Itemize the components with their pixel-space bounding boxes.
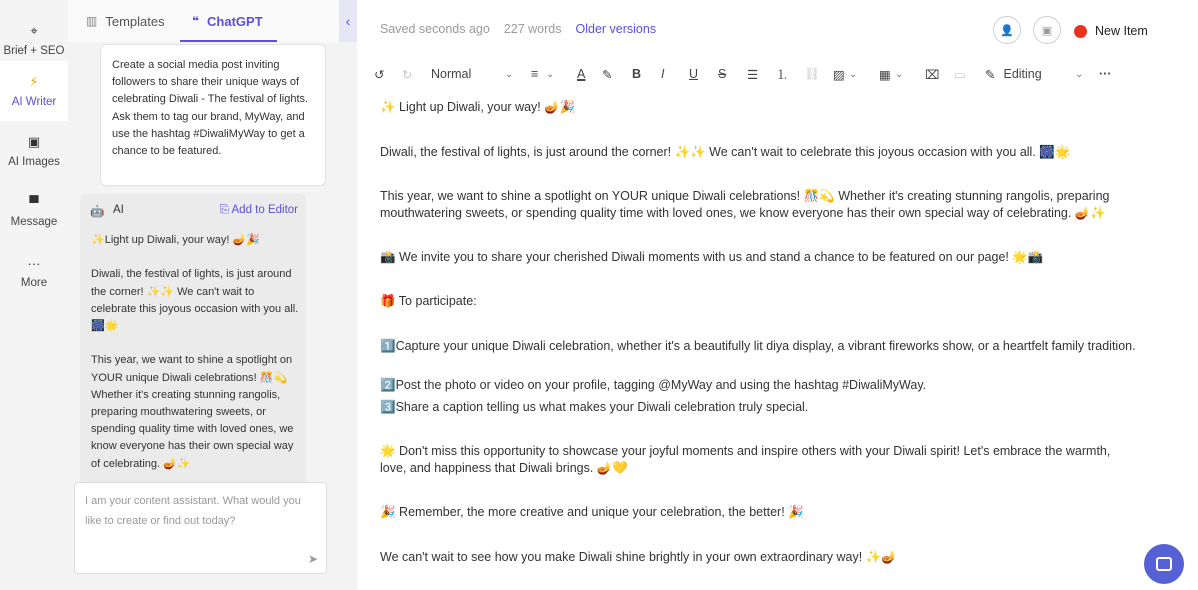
user-prompt-message: Create a social media post inviting followers to share their unique ways of celebrating Diwali - The festival of lights. Ask them to tag our brand, MyWay, and use the hashtag #DiwaliMyWay to get a chance to be featured. bbox=[100, 44, 326, 186]
templates-icon: ▥ bbox=[86, 14, 98, 28]
left-rail bbox=[0, 0, 68, 590]
highlight-button[interactable]: ✎ bbox=[602, 67, 613, 82]
status-selector[interactable] bbox=[1074, 22, 1148, 40]
table-button[interactable]: ▦ bbox=[879, 67, 891, 82]
document-paragraph: ✨ Light up Diwali, your way! 🪔🎉 bbox=[380, 100, 576, 114]
document-paragraph: Diwali, the festival of lights, is just around the corner! ✨✨ We can't wait to celebrate this joyous occasion with you all. 🎆🌟 bbox=[380, 145, 1071, 159]
document-paragraph: 🎁 To participate: bbox=[380, 294, 477, 308]
word-count: 227 words bbox=[503, 22, 562, 36]
panel-tabs bbox=[68, 0, 357, 42]
italic-button[interactable]: I bbox=[661, 67, 665, 81]
align-button[interactable]: ≡ bbox=[531, 67, 539, 81]
calendar-icon: ▣ bbox=[1041, 24, 1053, 37]
status-dot bbox=[1074, 25, 1087, 38]
document-editor bbox=[357, 0, 1198, 590]
chevron-left-icon: ‹ bbox=[345, 13, 351, 29]
bold-button[interactable]: B bbox=[632, 67, 642, 81]
status-label: New Item bbox=[1095, 24, 1148, 38]
robot-icon: 🤖 bbox=[90, 206, 105, 218]
image-button[interactable]: ▨ bbox=[833, 67, 845, 82]
chat-icon bbox=[1156, 557, 1172, 571]
calendar-button[interactable] bbox=[1033, 16, 1061, 44]
block-type-select[interactable] bbox=[431, 64, 471, 84]
list-item: 1️⃣Capture your unique Diwali celebration, whether it's a beautifully lit diya display, a vibrant fireworks show, or a heartfelt family tradition. bbox=[380, 339, 1136, 353]
tab-templates[interactable] bbox=[86, 0, 165, 42]
ai-response-header bbox=[90, 204, 298, 220]
save-status: Saved seconds ago bbox=[380, 22, 490, 36]
active-tab-indicator bbox=[180, 40, 277, 42]
chevron-down-icon[interactable]: ⌄ bbox=[505, 68, 514, 80]
block-type-label: Normal bbox=[431, 67, 472, 81]
lightning-icon: ⚡ bbox=[29, 74, 39, 89]
document-paragraph: We can't wait to see how you make Diwali shine brightly in your own extraordinary way! ✨🪔 bbox=[380, 550, 897, 564]
clear-format-button[interactable]: ⌧ bbox=[925, 67, 940, 82]
text-color-button[interactable]: A bbox=[577, 67, 586, 81]
chevron-down-icon[interactable]: ⌄ bbox=[895, 68, 904, 80]
add-user-button[interactable] bbox=[993, 16, 1021, 44]
rail-item-label: More bbox=[20, 276, 48, 289]
pencil-icon: ✎ bbox=[985, 67, 996, 82]
tab-label: ChatGPT bbox=[207, 13, 263, 29]
document-paragraph: 🌟 Don't miss this opportunity to showcase your joyful moments and inspire others with your Diwali spirit! Let's embrace the warmth, love, and happiness that Diwali brings. 🪔💛 bbox=[380, 444, 1111, 475]
chevron-down-icon[interactable]: ⌄ bbox=[546, 68, 555, 80]
redo-button[interactable]: ↻ bbox=[402, 67, 413, 82]
rail-item-message[interactable] bbox=[0, 181, 68, 241]
rail-item-label: AI Writer bbox=[11, 96, 57, 108]
chevron-down-icon[interactable]: ⌄ bbox=[849, 68, 858, 80]
ai-response-paragraph: This year, we want to shine a spotlight on YOUR unique Diwali celebrations! 🎊💫 Whether it's creating stunning rangolis, preparing mouthwatering sweets, or spending quality time with loved ones, we know everyone has their own special way of celebrating. 🪔✨ bbox=[91, 354, 294, 470]
rail-item-label: Brief + SEO bbox=[3, 45, 65, 57]
target-icon: ⌖ bbox=[30, 23, 38, 38]
rail-item-ai-images[interactable] bbox=[0, 121, 68, 181]
rail-item-label: Message bbox=[10, 215, 58, 228]
ai-response-card bbox=[80, 194, 306, 484]
ai-label: AI bbox=[113, 204, 124, 216]
chat-input[interactable] bbox=[75, 483, 326, 573]
tab-chatgpt[interactable] bbox=[192, 0, 263, 42]
more-options-button[interactable]: ··· bbox=[1099, 67, 1112, 81]
link-button[interactable]: ⛓ bbox=[804, 66, 820, 81]
image-icon: ▣ bbox=[27, 134, 41, 149]
add-user-icon: 👤 bbox=[1000, 24, 1014, 37]
ai-response-body bbox=[91, 232, 301, 484]
editing-mode-label: Editing bbox=[1003, 67, 1042, 81]
chat-bubble-icon: ▀ bbox=[29, 194, 39, 210]
list-item: 2️⃣Post the photo or video on your profile, tagging @MyWay and using the hashtag #DiwaliMyWay. bbox=[380, 378, 927, 392]
underline-button[interactable]: U bbox=[689, 67, 699, 81]
chat-input-box bbox=[74, 482, 327, 574]
send-icon[interactable]: ➤ bbox=[307, 552, 318, 566]
chevron-down-icon[interactable]: ⌄ bbox=[1075, 68, 1084, 80]
numbered-list-button[interactable]: ⒈ bbox=[776, 68, 789, 82]
undo-button[interactable]: ↺ bbox=[374, 67, 385, 82]
older-versions-link[interactable]: Older versions bbox=[575, 22, 657, 36]
collapse-panel-button[interactable] bbox=[339, 0, 357, 42]
rail-item-more[interactable] bbox=[0, 242, 68, 302]
document-paragraph: This year, we want to shine a spotlight on YOUR unique Diwali celebrations! 🎊💫 Whether it's creating stunning rangolis, preparing mouthwatering sweets, or spending quality time with loved ones, we know everyone has their own special way of celebrating. 🪔✨ bbox=[380, 189, 1110, 220]
document-paragraph: 🎉 Remember, the more creative and unique your celebration, the better! 🎉 bbox=[380, 505, 804, 519]
add-to-editor-button[interactable]: ⎘ Add to Editor bbox=[219, 204, 298, 216]
editor-toolbar bbox=[374, 64, 1154, 84]
chat-icon: ❝ bbox=[192, 14, 200, 28]
rail-item-ai-writer[interactable] bbox=[0, 61, 68, 121]
assistant-panel bbox=[68, 0, 357, 590]
strikethrough-button[interactable]: S bbox=[718, 67, 727, 81]
ai-response-paragraph: ✨Light up Diwali, your way! 🪔🎉 bbox=[91, 234, 260, 246]
rail-item-label: AI Images bbox=[8, 156, 60, 168]
ai-response-paragraph: Diwali, the festival of lights, is just around the corner! ✨✨ We can't wait to celebrate this joyous occasion with you all. 🎆🌟 bbox=[91, 268, 299, 332]
editing-mode-select[interactable] bbox=[985, 64, 1042, 84]
tab-label: Templates bbox=[105, 13, 165, 29]
document-paragraph: 📸 We invite you to share your cherished Diwali moments with us and stand a chance to be featured on our page! 🌟📸 bbox=[380, 250, 1044, 264]
help-chat-button[interactable] bbox=[1144, 544, 1184, 584]
more-dots-icon: ··· bbox=[27, 255, 41, 271]
document-meta bbox=[380, 22, 670, 40]
comment-button[interactable]: ▭ bbox=[954, 67, 966, 82]
list-item: 3️⃣Share a caption telling us what makes your Diwali celebration truly special. bbox=[380, 400, 809, 414]
bullet-list-button[interactable]: ☰ bbox=[747, 67, 759, 82]
